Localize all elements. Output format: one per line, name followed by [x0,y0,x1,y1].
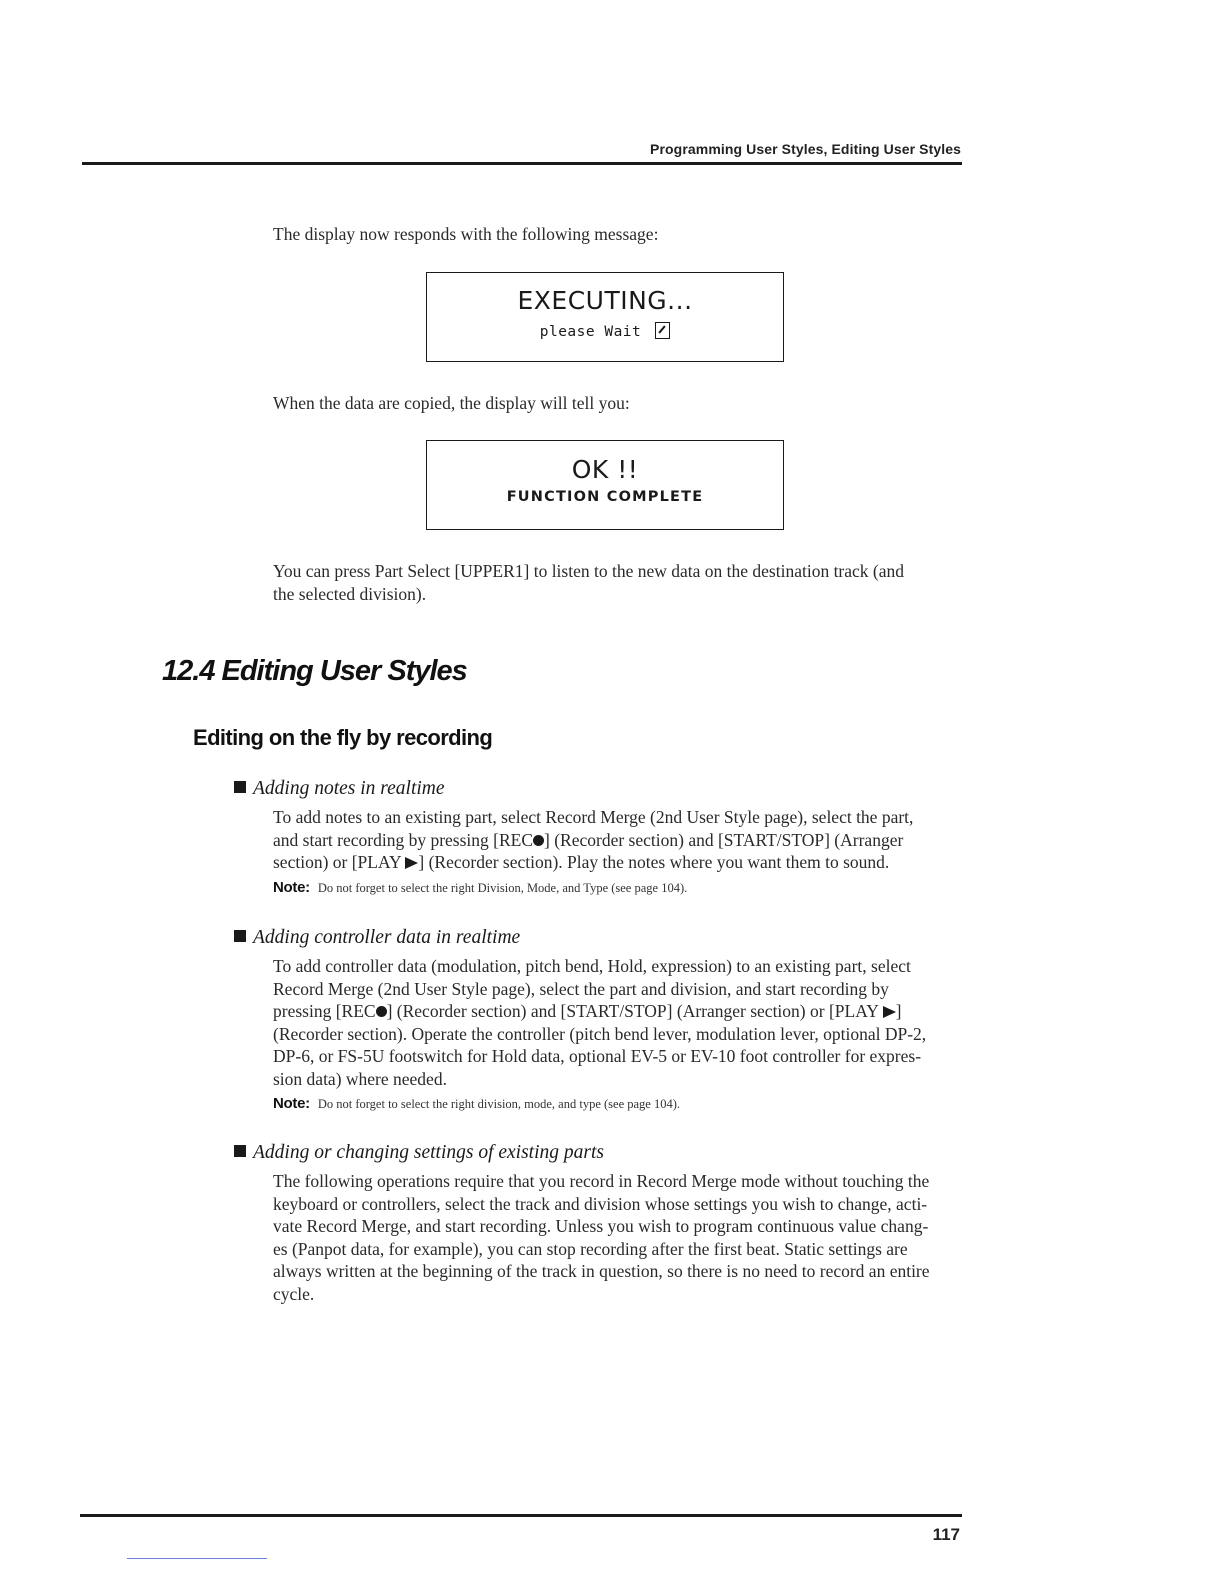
intro-text-2: When the data are copied, the display will tell you: [273,393,630,413]
bullet-square-icon [234,930,246,942]
note-label: Note: [273,879,310,896]
note-text: Do not forget to select the right division, mode, and type (see page 104). [317,1097,681,1111]
paragraph-line: the selected division). [273,583,427,604]
note-controller [273,1095,680,1112]
body-line-part: section) or [PLAY [273,852,406,872]
lcd-executing-line2-row [427,321,783,340]
body-line-with-symbol [273,829,963,852]
lcd-executing-line1: EXECUTING... [517,286,693,315]
record-dot-icon [533,835,544,846]
footer-rule [80,1514,962,1517]
record-dot-icon [376,1006,387,1017]
body-line: (Recorder section). Operate the controller (pitch bend lever, modulation lever, optional DP-2, [273,1023,927,1044]
item-heading-notes [234,778,445,800]
body-line: cycle. [273,1283,315,1304]
body-line: The following operations require that you record in Record Merge mode without touching the [273,1171,930,1191]
bullet-square-icon [234,1145,246,1157]
intro-text-1: The display now responds with the following message: [273,224,659,244]
body-line: DP-6, or FS-5U footswitch for Hold data, optional EV-5 or EV-10 foot controller for expres- [273,1046,922,1066]
lcd-executing-line2: please Wait [539,324,642,340]
lcd-ok-line1: OK !! [571,455,639,484]
item-heading-settings [234,1142,604,1164]
body-line-part: and start recording by pressing [REC [273,829,534,850]
header-rule [82,162,962,165]
item-heading-text: Adding or changing settings of existing parts [253,1142,604,1163]
item-body-settings [273,1170,963,1305]
lcd-ok-line2: FUNCTION COMPLETE [506,489,704,505]
note-label: Note: [273,1095,310,1112]
body-line: To add controller data (modulation, pitch bend, Hold, expression) to an existing part, select [273,956,911,976]
hourglass-icon [655,322,670,339]
body-line: Record Merge (2nd User Style page), select the part and division, and start recording by [273,978,889,999]
item-heading-controller [234,927,520,949]
item-body-controller [273,955,963,1090]
play-triangle-icon [883,1006,896,1018]
body-line-with-symbol [273,851,963,874]
body-line-with-symbol [273,1000,963,1023]
body-line-part: ] (Recorder section) and [START/STOP] (Arranger [544,829,904,850]
scan-artifact-line [127,1558,267,1559]
body-line: vate Record Merge, and start recording. Unless you wish to program continuous value chang- [273,1216,929,1236]
body-line: es (Panpot data, for example), you can stop recording after the first beat. Static settings are [273,1238,908,1259]
item-heading-text: Adding controller data in realtime [253,927,521,948]
body-line-part: pressing [REC [273,1001,376,1021]
paragraph-line: You can press Part Select [UPPER1] to listen to the new data on the destination track (and [273,561,905,581]
play-triangle-icon [405,857,418,869]
body-line: To add notes to an existing part, select Record Merge (2nd User Style page), select the part, [273,807,914,827]
subsection-heading: Editing on the fly by recording [193,725,493,750]
page-number: 117 [932,1525,960,1544]
section-heading: 12.4 Editing User Styles [162,655,467,687]
body-line: keyboard or controllers, select the track and division whose settings you wish to change, acti- [273,1193,928,1214]
body-line: always written at the beginning of the track in question, so there is no need to record an entire [273,1261,930,1281]
body-line: sion data) where needed. [273,1068,447,1089]
lcd-ok-display [426,440,784,530]
note-text: Do not forget to select the right Division, Mode, and Type (see page 104). [317,881,688,895]
running-header-title: Programming User Styles, Editing User Styles [650,141,961,157]
paragraph-part-select [273,560,963,605]
body-line-part: ] [895,1001,902,1021]
item-body-notes [273,806,963,874]
body-line-part: ] (Recorder section). Play the notes where you want them to sound. [418,852,890,872]
item-heading-text: Adding notes in realtime [253,778,445,799]
body-line-part: ] (Recorder section) and [START/STOP] (Arranger section) or [PLAY [386,1001,883,1021]
bullet-square-icon [234,781,246,793]
note-notes [273,879,687,896]
lcd-executing-display [426,272,784,362]
